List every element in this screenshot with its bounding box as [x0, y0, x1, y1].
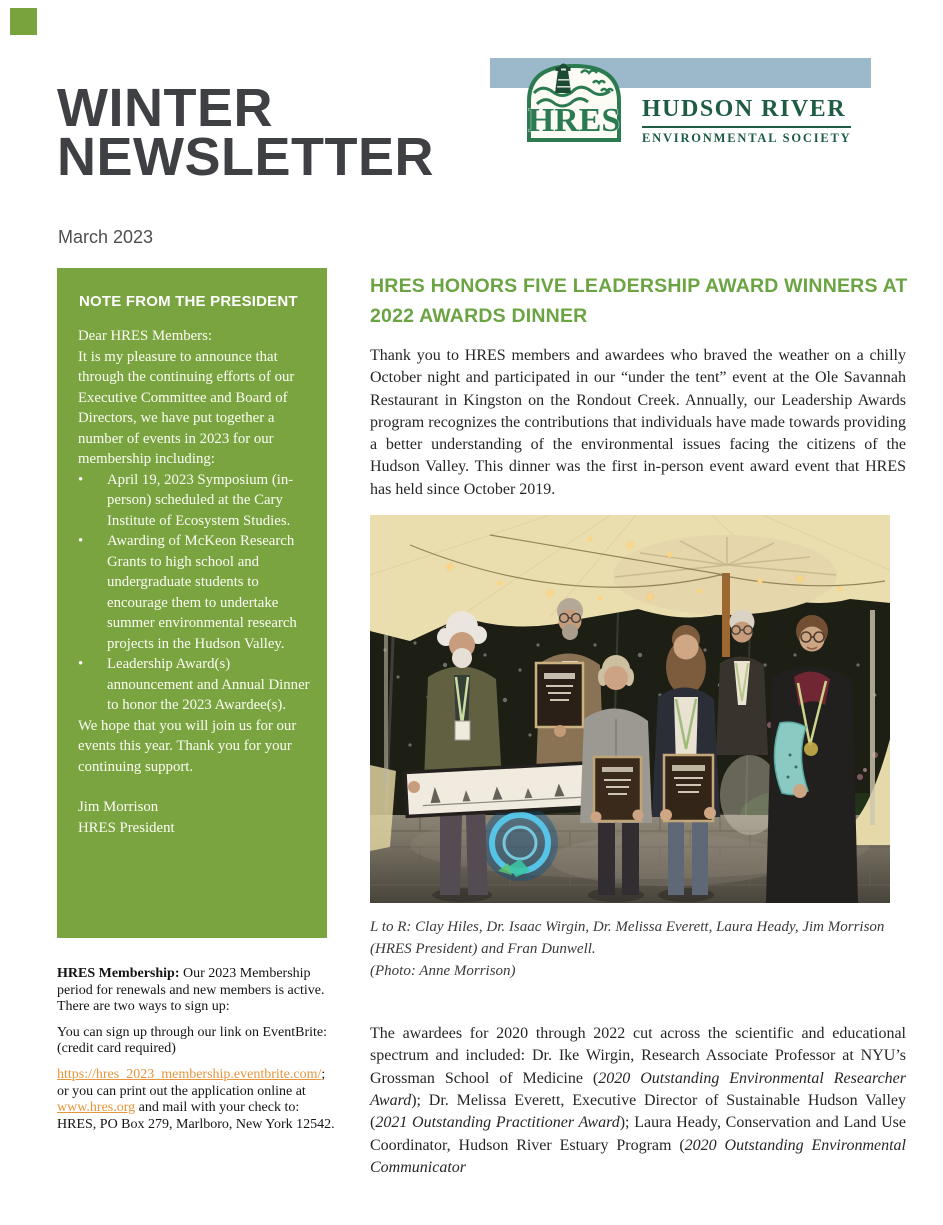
note-intro: It is my pleasure to announce that through the continuing efforts of our Executive Committee and Board of Directors, we have put together a number of events in 2023 for our membership including:: [78, 348, 295, 467]
hres-logo-emblem: [521, 57, 627, 142]
awards-photo-illustration: [370, 515, 890, 903]
bullet-item: [78, 470, 319, 532]
photo-caption: L to R: Clay Hiles, Dr. Isaac Wirgin, Dr. Melissa Everett, Laura Heady, Jim Morrison (HRES President) and Fran Dunwell. (Photo: Anne Morrison): [370, 919, 885, 980]
note-salutation: Dear HRES Members:: [78, 328, 212, 344]
masthead-title: [57, 78, 434, 187]
membership-paragraph-1: HRES Membership: Our 2023 Membership period for renewals and new members is active. There are two ways to sign up:: [57, 966, 325, 1015]
note-closing: We hope that you will join us for our events this year. Thank you for your continuing support.: [78, 717, 297, 775]
signature: [78, 797, 319, 838]
org-name-block: [642, 96, 851, 146]
issue-date: March 2023: [58, 227, 154, 247]
signature-title: HRES President: [78, 819, 175, 836]
lighthouse-icon: [555, 64, 571, 94]
membership-paragraph-3: https://hres_2023_membership.eventbrite.com/; or you can print out the application online at www.hres.org and mail with your check to: HRES, PO Box 279, Marlboro, New York 12542.: [57, 1066, 335, 1132]
org-tagline: ENVIRONMENTAL SOCIETY: [642, 126, 851, 146]
article-paragraph-2: The awardees for 2020 through 2022 cut across the scientific and educational spectrum and included: Dr. Ike Wirgin, Research Associate Professor at NYU’s Grossman School of Medicine (2020 Outstanding Environmental Researcher Award); Dr. Melissa Everett, Executive Director of Sustainable Hudson Valley (2021 Outstanding Practitioner Award); Laura Heady, Conservation and Land Use Coordinator, Hudson River Estuary Program (2020 Outstanding Environmental Communicator: [370, 1025, 907, 1176]
note-title: NOTE FROM THE PRESIDENT: [79, 293, 298, 310]
corner-accent-square: [10, 8, 37, 35]
hres-website-link[interactable]: www.hres.org: [57, 1100, 136, 1116]
masthead-title-line1: WINTER: [57, 78, 273, 138]
logo-acronym: HRES: [527, 102, 621, 139]
bullet-text: Leadership Award(s) announcement and Annual Dinner to honor the 2023 Awardee(s).: [107, 656, 310, 713]
bullet-text: April 19, 2023 Symposium (in-person) scheduled at the Cary Institute of Ecosystem Studies.: [107, 471, 294, 529]
bullet-list: [78, 470, 319, 716]
article-heading: HRES HONORS FIVE LEADERSHIP AWARD WINNERS AT 2022 AWARDS DINNER: [370, 275, 908, 327]
masthead-title-line2: NEWSLETTER: [57, 127, 434, 187]
membership-lead: HRES Membership:: [57, 966, 180, 981]
bullet-item: [78, 654, 319, 716]
eventbrite-link[interactable]: https://hres_2023_membership.eventbrite.com/: [57, 1066, 322, 1082]
awards-dinner-photo: [370, 515, 890, 903]
org-name: HUDSON RIVER: [642, 96, 847, 122]
membership-note: [57, 966, 339, 1133]
membership-paragraph-2: You can sign up through our link on EventBrite: (credit card required): [57, 1024, 328, 1057]
signature-name: Jim Morrison: [78, 799, 159, 815]
article-paragraph-1: Thank you to HRES members and awardees who braved the weather on a chilly October night and participated in our “under the tent” event at the Ole Savannah Restaurant in Kingston on the Rondout Creek. Annually, our Leadership Awards program recognizes the contributions that individuals have made towards providing a better understanding of the environmental issues facing the citizens of the Hudson Valley. This dinner was the first in-person event award event that HRES has held since October 2019.: [370, 347, 906, 498]
note-body: [78, 326, 319, 838]
bullet-icon: •: [78, 656, 84, 672]
article-column: [370, 268, 906, 1179]
bullet-icon: •: [78, 471, 84, 488]
bullet-item: [78, 531, 319, 654]
bullet-icon: •: [78, 533, 84, 549]
president-note-panel: [57, 268, 327, 938]
bullet-text: Awarding of McKeon Research Grants to high school and undergraduate students to encourage them to undertake summer environmental research projects in the Hudson Valley.: [107, 533, 297, 652]
